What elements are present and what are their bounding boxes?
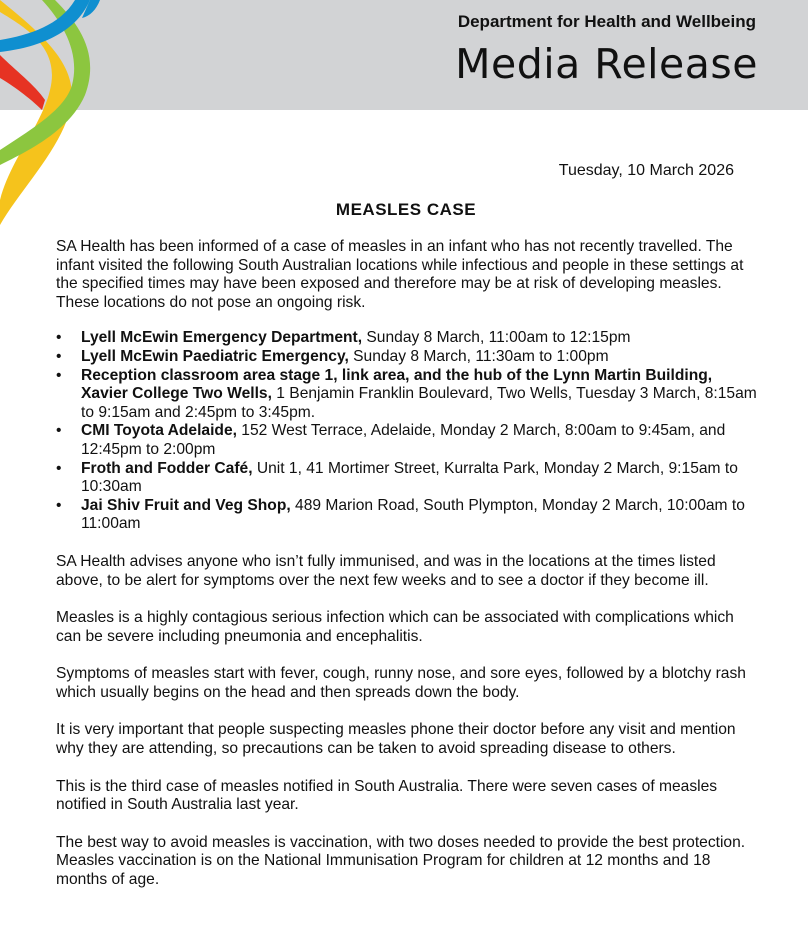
location-details: 152 West Terrace, Adelaide, Monday 2 March, 8:00am to 9:45am, and 12:45pm to 2:00pm	[81, 422, 726, 458]
list-item	[56, 329, 760, 348]
location-details: Sunday 8 March, 11:00am to 12:15pm	[362, 329, 631, 347]
bullet: •	[56, 347, 62, 365]
list-item	[56, 497, 760, 534]
symptoms-paragraph: Symptoms of measles start with fever, cough, runny nose, and sore eyes, followed by a blotchy rash which usually begins on the head and then spreads down the body.	[56, 665, 746, 701]
list-item	[56, 367, 760, 423]
list-item	[56, 460, 760, 497]
exposure-locations-list	[56, 329, 760, 534]
bullet: •	[56, 422, 62, 440]
red-ribbon	[0, 55, 45, 110]
list-item	[56, 348, 760, 367]
location-details: 489 Marion Road, South Plympton, Monday 2 March, 10:00am to 11:00am	[81, 496, 745, 533]
contagion-paragraph: Measles is a highly contagious serious infection which can be associated with complications which can be severe including pneumonia and encephalitis.	[56, 609, 734, 645]
release-date: Tuesday, 10 March 2026	[558, 162, 734, 179]
headline: MEASLES CASE	[335, 200, 477, 219]
precautions-paragraph: It is very important that people suspecting measles phone their doctor before any visit and mention why they are attending, so precautions can be taken to avoid spreading disease to others.	[56, 721, 736, 758]
advice-paragraph: SA Health advises anyone who isn’t fully immunised, and was in the locations at the times listed above, to be alert for symptoms over the next few weeks and to see a doctor if they become ill.	[56, 552, 716, 589]
location-details: Unit 1, 41 Mortimer Street, Kurralta Park, Monday 2 March, 9:15am to 10:30am	[81, 459, 738, 496]
list-item	[56, 422, 760, 459]
case-count-paragraph: This is the third case of measles notified in South Australia. There were seven cases of measles notified in South Australia last year.	[56, 777, 718, 814]
location-details: 1 Benjamin Franklin Boulevard, Two Wells, Tuesday 3 March, 8:15am to 9:15am and 2:45pm to 3:45pm.	[81, 385, 757, 421]
media-release-title: Media Release	[455, 40, 758, 88]
location-name: Lyell McEwin Emergency Department,	[81, 329, 363, 347]
location-name: CMI Toyota Adelaide,	[81, 422, 237, 440]
location-details: Sunday 8 March, 11:30am to 1:00pm	[348, 347, 609, 365]
bullet: •	[56, 329, 62, 347]
bullet: •	[56, 366, 62, 384]
location-name: Reception classroom area stage 1, link area, and the hub of the Lynn Martin Building, Xavier College Two Wells,	[81, 366, 713, 403]
location-name: Froth and Fodder Café,	[81, 459, 253, 477]
department-name: Department for Health and Wellbeing	[457, 12, 756, 31]
location-name: Jai Shiv Fruit and Veg Shop,	[81, 496, 291, 514]
intro-paragraph: SA Health has been informed of a case of measles in an infant who has not recently travelled. The infant visited the following South Australian locations while infectious and people in these settings at the specified times may have been exposed and therefore may be at risk of developing measles. These locations do not pose an ongoing risk.	[56, 238, 744, 311]
bullet: •	[56, 459, 62, 477]
release-body	[56, 238, 760, 909]
location-name: Lyell McEwin Paediatric Emergency,	[81, 347, 349, 365]
bullet: •	[56, 496, 62, 514]
vaccination-paragraph: The best way to avoid measles is vaccination, with two doses needed to provide the best protection. Measles vaccination is on the National Immunisation Program for children at 12 months and 18 months of age.	[56, 833, 746, 889]
